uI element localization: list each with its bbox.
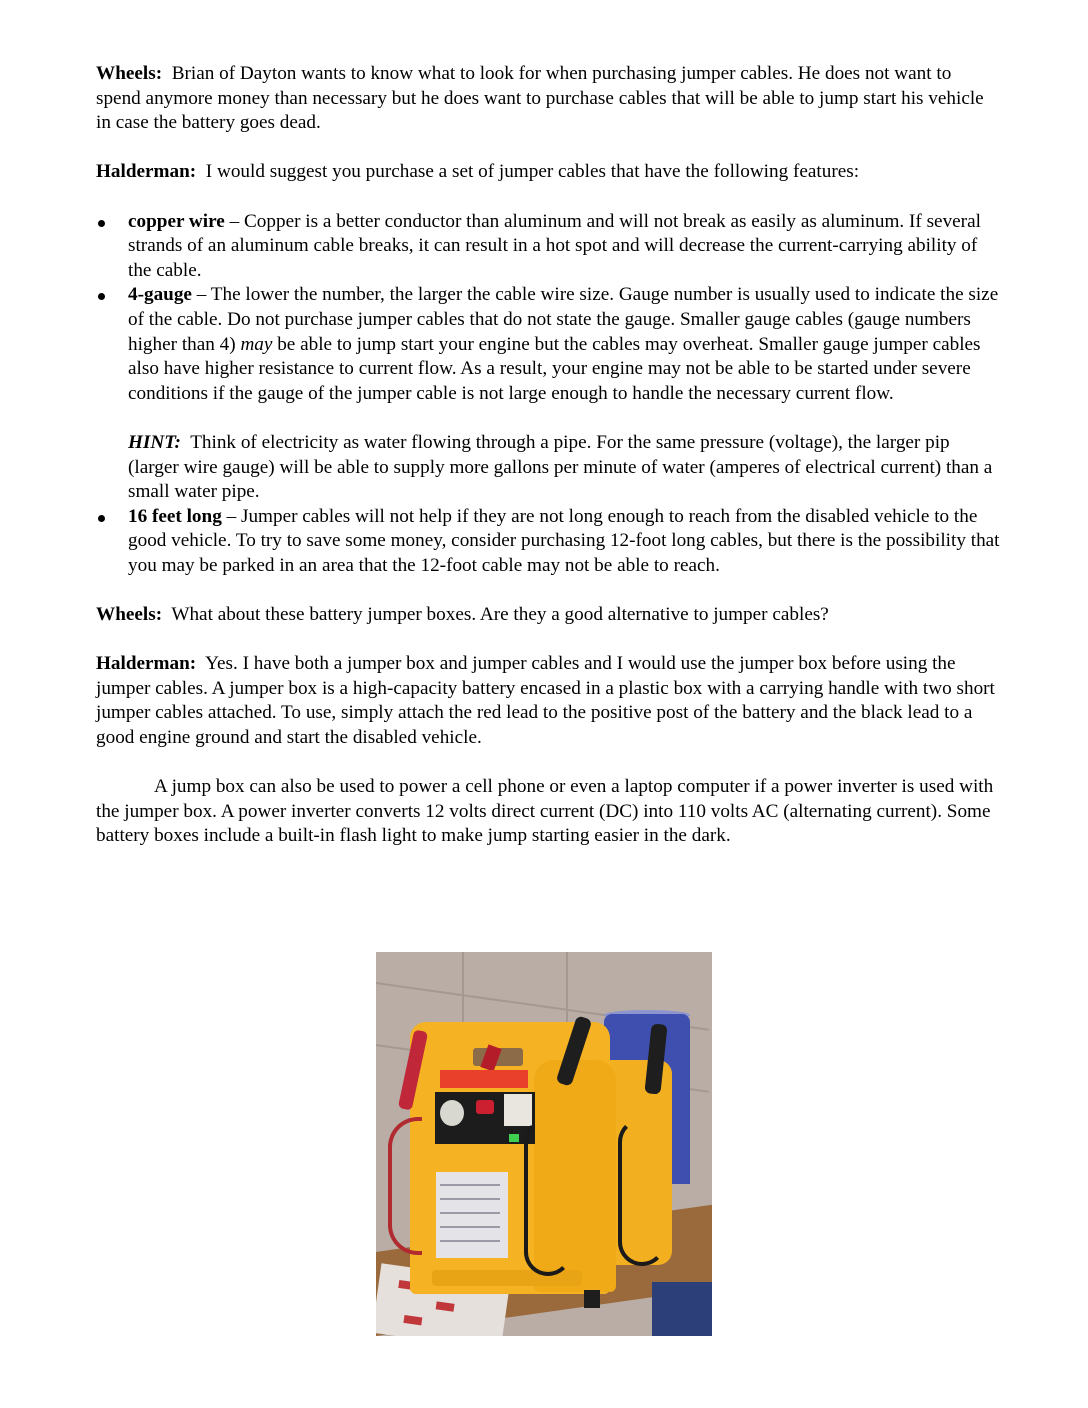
- feature-text: be able to jump start your engine but the cables may overheat. Smaller gauge jumper cables also have higher resistance to current flow. As a result, your engine may not be able to be started under severe conditions if the gauge of the jumper cable is not large enough to handle the necessary current flow.: [128, 333, 981, 404]
- speaker-label: Halderman:: [96, 161, 197, 183]
- hint-label: HINT:: [128, 431, 181, 453]
- feature-term: 16 feet long: [128, 505, 222, 527]
- feature-text: – The lower the number, the larger the cable wire size. Gauge number is usually used to indicate the size of the cable. Do not purchase jumper cables that do not state the gauge. Smaller gauge cables (gauge numbers higher than 4): [128, 284, 999, 355]
- black-cable: [524, 1118, 572, 1276]
- feature-term: copper wire: [128, 210, 225, 232]
- speaker-label: Halderman:: [96, 653, 197, 675]
- paragraph-text: Brian of Dayton wants to know what to look for when purchasing jumper cables. He does not want to spend anymore money than necessary but he does want to purchase cables that will be able to jump start his vehicle in case the battery goes dead.: [96, 63, 984, 134]
- workbench-edge: [652, 1282, 712, 1336]
- flashlight-icon: [440, 1100, 464, 1126]
- hint-text: Think of electricity as water flowing through a pipe. For the same pressure (voltage), the larger pip (larger wire gauge) will be able to supply more gallons per minute of water (amperes of electrical current) than a small water pipe.: [128, 431, 993, 503]
- gauge-meter: [504, 1094, 532, 1126]
- emphasis-text: may: [240, 333, 273, 355]
- feature-term: 4-gauge: [128, 284, 192, 306]
- question-paragraph: [96, 603, 1000, 628]
- feature-list: [96, 210, 1000, 579]
- plug-cap: [584, 1290, 600, 1308]
- newspaper-print: [436, 1301, 455, 1311]
- bullet-icon: [98, 293, 105, 300]
- paragraph-text: I would suggest you purchase a set of jumper cables that have the following features:: [205, 161, 860, 183]
- black-cable: [618, 1118, 666, 1266]
- wall-tile-line: [566, 952, 568, 1032]
- intro-paragraph: [96, 62, 1000, 136]
- sticker-text-line: [440, 1212, 500, 1214]
- paragraph-text: What about these battery jumper boxes. Are they a good alternative to jumper cables?: [171, 604, 829, 626]
- sticker-text-line: [440, 1198, 500, 1200]
- jumper-box-photo: [376, 952, 712, 1336]
- bullet-icon: [98, 515, 105, 522]
- document-page: [96, 62, 1000, 874]
- warning-label: [440, 1070, 528, 1088]
- newspaper-print: [403, 1315, 422, 1325]
- green-indicator: [509, 1134, 519, 1142]
- bullet-icon: [98, 220, 105, 227]
- sticker-text-line: [440, 1226, 500, 1228]
- answer-paragraph: [96, 652, 1000, 750]
- hint-block: [128, 431, 1000, 505]
- sticker-text-line: [440, 1240, 500, 1242]
- answer-paragraph: [96, 160, 1000, 185]
- closing-paragraph: A jump box can also be used to power a cell phone or even a laptop computer if a power inverter is used with the jumper box. A power inverter converts 12 volts direct current (DC) into 110 volts AC (alternating current). Some battery boxes include a built-in flash light to make jump starting easier in the dark.: [96, 776, 994, 847]
- red-cable: [388, 1117, 422, 1255]
- feature-text: – Copper is a better conductor than aluminum and will not break as easily as aluminum. If several strands of an aluminum cable breaks, it can result in a hot spot and will decrease the current-carrying ability of the cable.: [128, 210, 981, 281]
- speaker-label: Wheels:: [96, 63, 163, 84]
- feature-text: – Jumper cables will not help if they are not long enough to reach from the disabled vehicle to the good vehicle. To try to save some money, consider purchasing 12-foot long cables, but there is the possibility that you may be parked in an area that the 12-foot cable may not be able to reach.: [128, 505, 1000, 576]
- paragraph-text: Yes. I have both a jumper box and jumper cables and I would use the jumper box before using the jumper cables. A jumper box is a high-capacity battery encased in a plastic box with a carrying handle with two short jumper cables attached. To use, simply attach the red lead to the positive post of the battery and the black lead to a good engine ground and start the disabled vehicle.: [96, 653, 995, 749]
- speaker-label: Wheels:: [96, 604, 163, 626]
- sticker-text-line: [440, 1184, 500, 1186]
- list-item: [96, 505, 1000, 579]
- list-item: [96, 283, 1000, 504]
- switch-knob: [476, 1100, 494, 1114]
- list-item: [96, 210, 1000, 284]
